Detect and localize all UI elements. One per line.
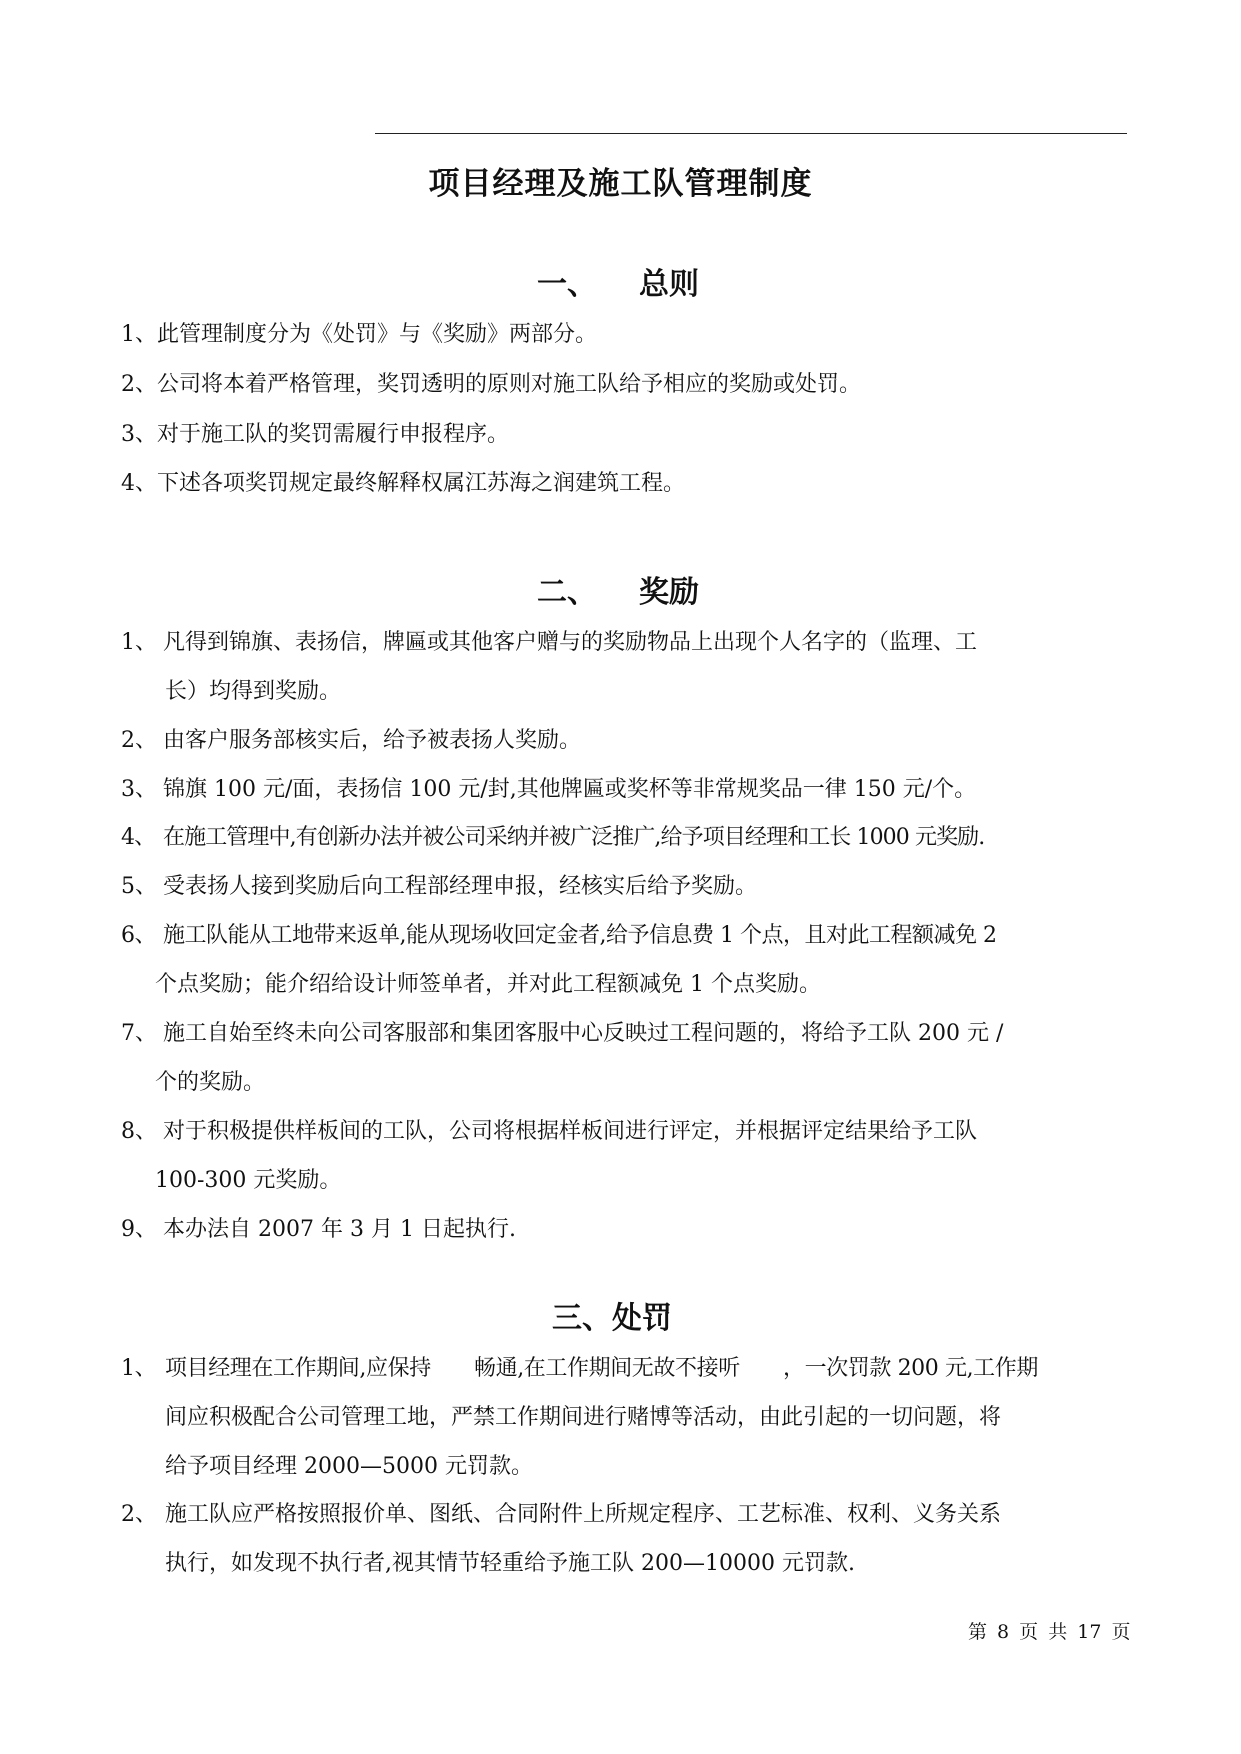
list-item: 1、 项目经理在工作期间,应保持 畅通,在工作期间无故不接听 ，一次罚款 200 元,工作期 xyxy=(121,1356,1038,1381)
list-item-continuation: 100-300 元奖励。 xyxy=(155,1168,342,1193)
section-2-heading-num: 二、 xyxy=(537,575,597,610)
section-1-heading-text: 总则 xyxy=(639,267,699,302)
list-item: 9、 本办法自 2007 年 3 月 1 日起执行. xyxy=(121,1217,516,1242)
list-item: 3、对于施工队的奖罚需履行申报程序。 xyxy=(121,422,510,447)
list-item: 1、 凡得到锦旗、表扬信，牌匾或其他客户赠与的奖励物品上出现个人名字的（监理、工 xyxy=(121,630,978,655)
list-item: 4、 在施工管理中,有创新办法并被公司采纳并被广泛推广,给予项目经理和工长 1000 元奖励. xyxy=(121,825,985,850)
list-item-continuation: 个的奖励。 xyxy=(155,1070,266,1095)
list-item-continuation: 长）均得到奖励。 xyxy=(165,679,342,704)
section-3-heading: 三、处罚 xyxy=(552,1301,672,1336)
section-2-heading xyxy=(537,567,699,611)
list-item: 5、 受表扬人接到奖励后向工程部经理申报，经核实后给予奖励。 xyxy=(121,874,758,899)
list-item: 2、 施工队应严格按照报价单、图纸、合同附件上所规定程序、工艺标准、权利、义务关系 xyxy=(121,1502,1002,1527)
header-rule xyxy=(375,133,1127,134)
section-2-heading-text: 奖励 xyxy=(639,575,699,610)
list-item-continuation: 给予项目经理 2000—5000 元罚款。 xyxy=(165,1454,533,1479)
list-item-continuation: 个点奖励；能介绍给设计师签单者，并对此工程额减免 1 个点奖励。 xyxy=(155,972,821,997)
section-1-heading xyxy=(537,259,699,303)
list-item: 3、 锦旗 100 元/面，表扬信 100 元/封,其他牌匾或奖杯等非常规奖品一律 150 元/个。 xyxy=(121,777,977,802)
list-item-continuation: 执行，如发现不执行者,视其情节轻重给予施工队 200—10000 元罚款. xyxy=(165,1551,855,1576)
list-item: 2、 由客户服务部核实后，给予被表扬人奖励。 xyxy=(121,728,582,753)
list-item-continuation: 间应积极配合公司管理工地，严禁工作期间进行赌博等活动，由此引起的一切问题，将 xyxy=(165,1405,1002,1430)
list-item: 6、 施工队能从工地带来返单,能从现场收回定金者,给予信息费 1 个点，且对此工程额减免 2 xyxy=(121,923,997,948)
list-item: 2、公司将本着严格管理，奖罚透明的原则对施工队给予相应的奖励或处罚。 xyxy=(121,372,862,397)
page-number: 第 8 页 共 17 页 xyxy=(968,1621,1131,1643)
list-item: 7、 施工自始至终未向公司客服部和集团客服中心反映过工程问题的，将给予工队 200 元 / xyxy=(121,1021,1004,1046)
section-1-heading-num: 一、 xyxy=(537,267,597,302)
list-item: 1、此管理制度分为《处罚》与《奖励》两部分。 xyxy=(121,322,598,347)
list-item: 4、下述各项奖罚规定最终解释权属江苏海之润建筑工程。 xyxy=(121,471,686,496)
list-item: 8、 对于积极提供样板间的工队，公司将根据样板间进行评定，并根据评定结果给予工队 xyxy=(121,1119,978,1144)
document-title: 项目经理及施工队管理制度 xyxy=(428,166,813,202)
